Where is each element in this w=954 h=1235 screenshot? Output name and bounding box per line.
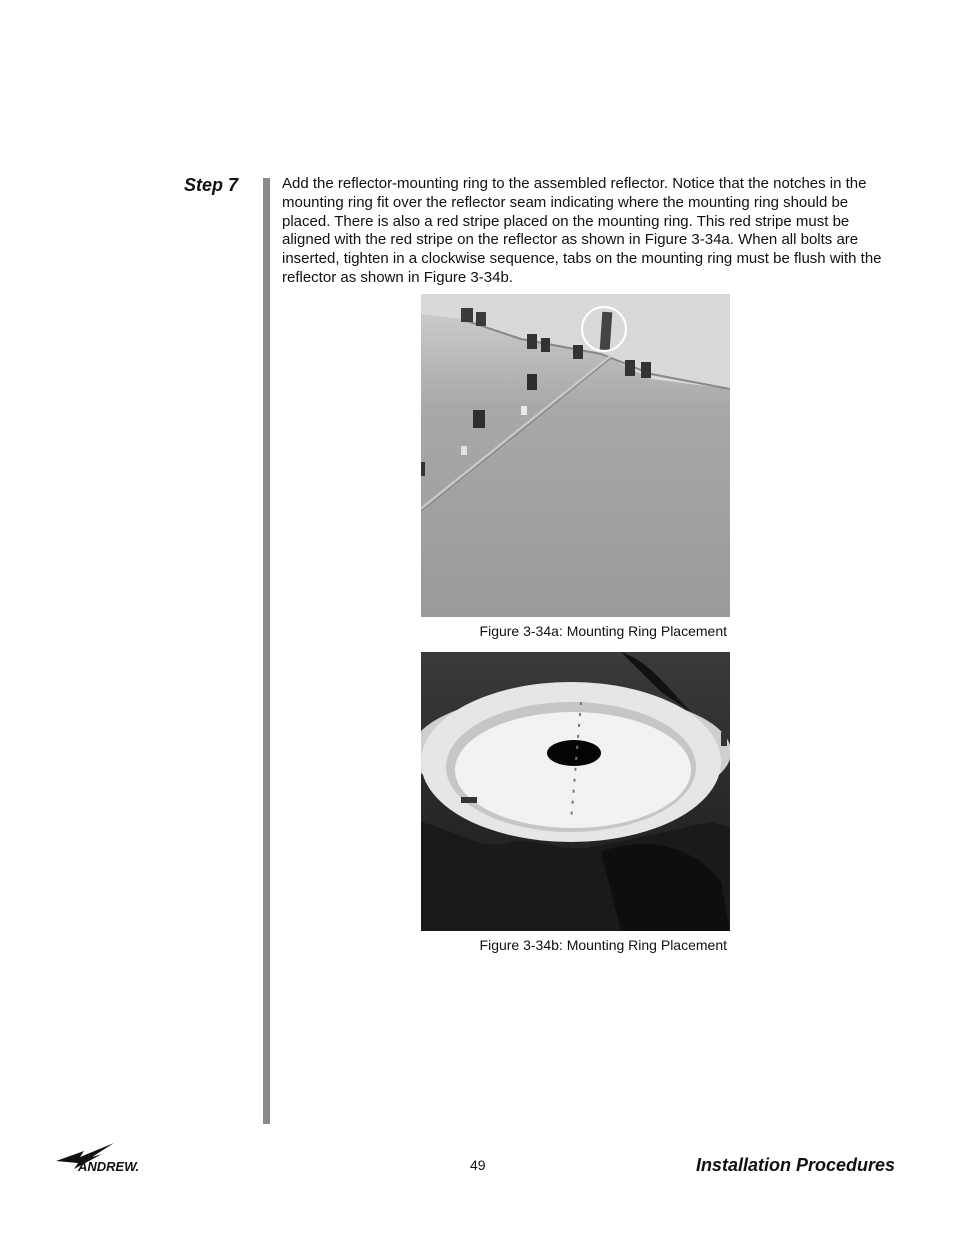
instruction-paragraph: Add the reflector-mounting ring to the assembled reflector. Notice that the notches in the mounting ring fit over the reflector seam indicating where the mounting ring should be placed. There is also a red stripe placed on the mounting ring. This red stripe must be aligned with the red stripe on the reflector as shown in Figure 3-34a. When all bolts are inserted, tighten in a clockwise sequence, tabs on the mounting ring must be flush with the reflector as shown in Figure 3-34b. [282,175,882,286]
andrew-logo [56,1141,171,1175]
figure-3-34a-caption: Figure 3-34a: Mounting Ring Placement [479,623,727,639]
svg-text:ANDREW.: ANDREW. [78,1159,140,1174]
figure-3-34a-photo [421,294,730,617]
figure-3-34b-photo [421,652,730,931]
figure-3-34b-caption: Figure 3-34b: Mounting Ring Placement [479,937,727,953]
step-label: Step 7 [184,175,239,195]
margin-rule [263,178,270,1124]
section-title: Installation Procedures [695,1155,895,1175]
page-number: 49 [470,1157,486,1173]
